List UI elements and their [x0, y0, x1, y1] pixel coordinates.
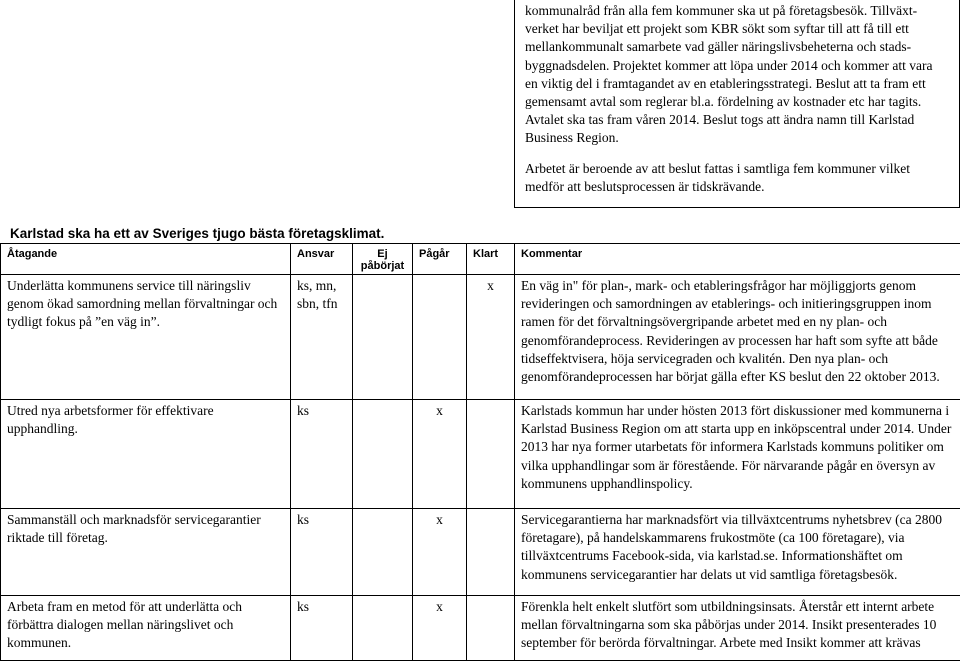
section-title: Karlstad ska ha ett av Sveriges tjugo bästa företagsklimat.: [10, 226, 384, 241]
line: byggnadsdelen. Projektet kommer att löpa under 2014 och kommer att vara: [525, 58, 933, 73]
klart-cell: [467, 596, 515, 661]
kommentar-cell: Karlstads kommun har under hösten 2013 fört diskussioner med kommunerna i Karlstad Business Region om att starta upp en inköpscentral under 2014. Under 2013 har nya former utarbetats för informera Karlstads kommuns politiker om vilka upphandlingar som är förestående. För närvarande pågår en översyn av kommunens upphandlinspolicy.: [515, 400, 960, 509]
header-ataggande: Åtagande: [1, 244, 291, 275]
ataggande-cell: Sammanställ och marknadsför servicegarantier riktade till företag.: [1, 509, 291, 596]
top-comment-paragraph-2: [525, 160, 957, 196]
kommentar-cell: Förenkla helt enkelt slutfört som utbildningsinsats. Återstår ett internt arbete mellan förvaltningarna som ska påbörjas under 2014. Insikt presenterades 10 september för berörda förvaltningar. Arbete med Insikt kommer att krävas: [515, 596, 960, 661]
table-row: [1, 596, 960, 661]
ej-paborjat-cell: [353, 275, 413, 400]
ansvar-cell: ks: [291, 596, 353, 661]
ansvar-cell: ks: [291, 509, 353, 596]
header-ansvar: Ansvar: [291, 244, 353, 275]
pagar-cell: x: [413, 509, 467, 596]
ataggande-cell: Arbeta fram en metod för att underlätta och förbättra dialogen mellan näringslivet och kommunen.: [1, 596, 291, 661]
line: gemensamt avtal som reglerar bl.a. fördelning av kostnader etc har tagits.: [525, 94, 921, 109]
pagar-cell: [413, 275, 467, 400]
commitments-table: [0, 243, 960, 661]
line: verket har beviljat ett projekt som KBR sökt som syftar till att få till ett: [525, 21, 909, 36]
pagar-cell: x: [413, 400, 467, 509]
ataggande-cell: Underlätta kommunens service till näringsliv genom ökad samordning mellan förvaltningar och tydligt fokus på ”en väg in”.: [1, 275, 291, 400]
header-ej-paborjat: Ej påbörjat: [353, 244, 413, 275]
line: medför att beslutsprocessen är tidskrävande.: [525, 179, 765, 194]
kommentar-cell: Servicegarantierna har marknadsfört via tillväxtcentrums nyhetsbrev (ca 2800 företagare), på handelskammarens frukostmöte (ca 100 företagare), via tillväxtcentrums Facebook-sida, via karlstad.se. Informationshäftet om kommunens servicegarantier har delats ut vid samtliga företagsbesök.: [515, 509, 960, 596]
ej-paborjat-cell: [353, 596, 413, 661]
top-comment-paragraph-1: [525, 2, 957, 148]
pagar-cell: x: [413, 596, 467, 661]
line: Arbetet är beroende av att beslut fattas i samtliga fem kommuner vilket: [525, 161, 910, 176]
line: kommunalråd från alla fem kommuner ska ut på företagsbesök. Tillväxt-: [525, 3, 917, 18]
line: Business Region.: [525, 130, 619, 145]
header-kommentar: Kommentar: [515, 244, 960, 275]
klart-cell: [467, 509, 515, 596]
table-row: [1, 509, 960, 596]
table-row: [1, 275, 960, 400]
header-klart: Klart: [467, 244, 515, 275]
klart-cell: x: [467, 275, 515, 400]
line: mellankommunalt samarbete vad gäller näringslivsbeheterna och stads-: [525, 39, 911, 54]
kommentar-cell: En väg in" för plan-, mark- och etableringsfrågor har möjliggjorts genom revideringen och samordningen av etablerings- och initieringsgruppen inom ramen för det förvaltningsövergripande arbetet med en ny plan- och genomförandeprocess. Revideringen av processen har haft som syfte att både tidseffektvisera, höja servicegraden och kvalitén. Den nya plan- och genomförandeprocessen har börjat gälla efter KS beslut den 22 oktober 2013.: [515, 275, 960, 400]
header-pagar: Pågår: [413, 244, 467, 275]
top-comment-text: [525, 2, 957, 196]
ej-paborjat-cell: [353, 400, 413, 509]
ansvar-cell: ks: [291, 400, 353, 509]
table-row: [1, 400, 960, 509]
table-header-row: [1, 244, 960, 275]
top-comment-cell: [514, 0, 960, 208]
klart-cell: [467, 400, 515, 509]
line: Avtalet ska tas fram våren 2014. Beslut togs att ändra namn till Karlstad: [525, 112, 914, 127]
ansvar-cell: ks, mn, sbn, tfn: [291, 275, 353, 400]
ataggande-cell: Utred nya arbetsformer för effektivare upphandling.: [1, 400, 291, 509]
line: en viktig del i framtagandet av en etableringsstrategi. Beslut att ta fram ett: [525, 76, 926, 91]
ej-paborjat-cell: [353, 509, 413, 596]
